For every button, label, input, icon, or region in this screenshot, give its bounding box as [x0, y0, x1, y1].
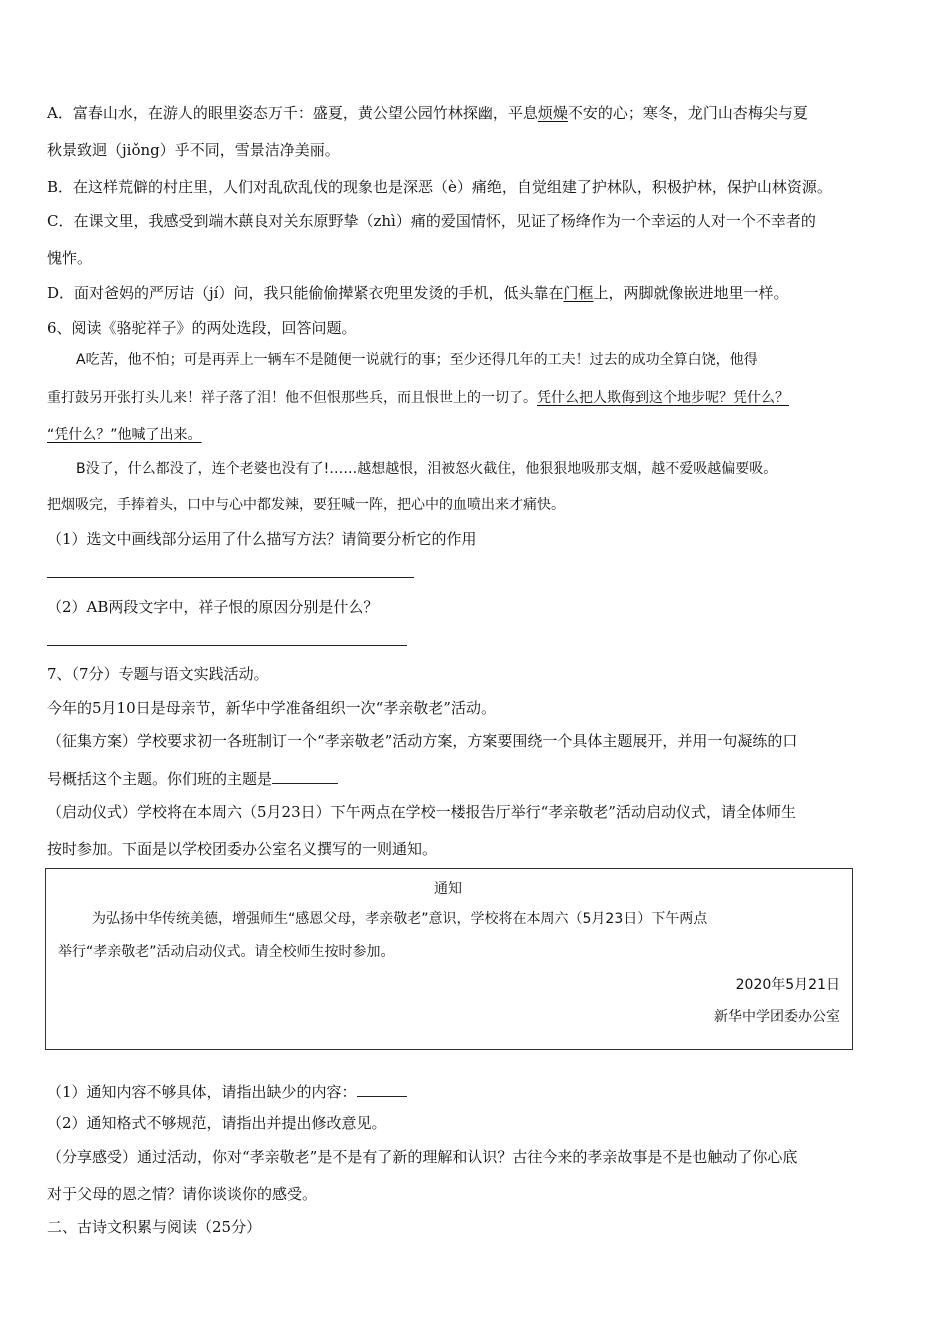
- q6-passage-b-line1: B没了，什么都没了，连个老婆也没有了!……越想越恨，泪被怒火截住，他狠狠地吸那支烟，越不爱吸越偏要吸。: [76, 461, 778, 477]
- q7-intro: 今年的5月10日是母亲节，新华中学准备组织一次“孝亲敬老”活动。: [47, 699, 496, 717]
- notice-sender: 新华中学团委办公室: [714, 1009, 840, 1025]
- notice-box: [45, 868, 853, 1050]
- q5-option-a-text1: A．富春山水，在游人的眼里姿态万千：盛夏，黄公望公园竹林探幽，平息: [47, 104, 538, 122]
- notice-body-line1: 为弘扬中华传统美德，增强师生“感恩父母，孝亲敬老”意识，学校将在本周六（5月23日）下午两点: [92, 911, 708, 927]
- q7-launch-line1: （启动仪式）学校将在本周六（5月23日）下午两点在学校一楼报告厅举行“孝亲敬老”活动启动仪式，请全体师生: [47, 803, 796, 821]
- q5-option-d-underlined: 门框: [563, 284, 594, 302]
- q7-subquestion-2: （2）通知格式不够规范，请指出并提出修改意见。: [47, 1114, 387, 1132]
- q5-option-b: B．在这样荒僻的村庄里，人们对乱砍乱伐的现象也是深恶（è）痛绝，自觉组建了护林队，积极护林，保护山林资源。: [47, 178, 832, 196]
- q6-passage-a-underlined: 凭什么把人欺侮到这个地步呢？凭什么？: [537, 390, 789, 406]
- q7-plan-line1: （征集方案）学校要求初一各班制订一个“孝亲敬老”活动方案，方案要围绕一个具体主题展开，并用一句凝练的口: [47, 732, 798, 750]
- q5-option-d: [47, 283, 789, 303]
- q6-passage-a-text: 重打鼓另开张打头儿来！祥子落了泪！他不但恨那些兵，而且恨世上的一切了。: [47, 390, 537, 406]
- q6-answer-line-1[interactable]: [47, 577, 414, 578]
- q5-option-a-line1: [47, 103, 808, 123]
- q7-plan-line2: [47, 768, 338, 789]
- q7-share-line2: 对于父母的恩之情？请你谈谈你的感受。: [47, 1185, 318, 1203]
- q7-theme-blank[interactable]: [272, 768, 338, 784]
- q7-share-line1: （分享感受）通过活动，你对“孝亲敬老”是不是有了新的理解和认识？古往今来的孝亲故事是不是也触动了你心底: [47, 1148, 798, 1166]
- q5-option-c-line2: 愧怍。: [47, 249, 93, 267]
- q7-missing-content-blank[interactable]: [357, 1081, 407, 1097]
- notice-body-line2: 举行“孝亲敬老”活动启动仪式。请全校师生按时参加。: [58, 944, 395, 960]
- q6-subquestion-1: （1）选文中画线部分运用了什么描写方法？请简要分析它的作用: [47, 530, 477, 548]
- q6-title: 6、阅读《骆驼祥子》的两处选段，回答问题。: [47, 319, 357, 337]
- notice-title: 通知: [434, 881, 462, 897]
- q6-passage-a-line1: A吃苦，他不怕；可是再弄上一辆车不是随便一说就行的事；至少还得几年的工夫！过去的成功全算白饶，他得: [76, 352, 758, 368]
- q5-option-d-text2: 上，两脚就像嵌进地里一样。: [593, 284, 789, 302]
- q5-option-a-underlined: 烦燥: [537, 104, 568, 122]
- q5-option-a-text2: 不安的心；寒冬，龙门山杏梅尖与夏: [567, 104, 808, 122]
- q7-launch-line2: 按时参加。下面是以学校团委办公室名义撰写的一则通知。: [47, 840, 438, 858]
- q5-option-c-line1: C．在课文里，我感受到端木蕻良对关东原野挚（zhì）痛的爱国情怀，见证了杨绛作为一个幸运的人对一个不幸者的: [47, 212, 816, 230]
- q7-subquestion-1: [47, 1081, 407, 1102]
- q6-passage-a-line2: [47, 388, 789, 408]
- q6-passage-b-line2: 把烟吸完，手捧着头，口中与心中都发辣，要狂喊一阵，把心中的血喷出来才痛快。: [47, 497, 565, 513]
- q6-passage-a-underlined-quote: “凭什么？”他喊了出来。: [47, 427, 202, 443]
- q5-option-d-text1: D．面对爸妈的严厉诘（jí）问，我只能偷偷撵紧衣兜里发烫的手机，低头靠在: [47, 284, 564, 302]
- q5-option-a-line2: 秋景致迥（jiǒng）乎不同，雪景洁净美丽。: [47, 141, 340, 159]
- q7-title: 7、（7分）专题与语文实践活动。: [47, 665, 269, 683]
- q6-passage-a-line3: [47, 425, 202, 445]
- q6-answer-line-2[interactable]: [47, 645, 407, 646]
- q7-subquestion-1-text: （1）通知内容不够具体，请指出缺少的内容：: [47, 1083, 357, 1101]
- q6-subquestion-2: （2）AB两段文字中，祥子恨的原因分别是什么？: [47, 598, 379, 616]
- notice-date: 2020年5月21日: [735, 977, 840, 993]
- section-2-heading: 二、古诗文积累与阅读（25分）: [47, 1218, 262, 1236]
- q7-plan-text: 号概括这个主题。你们班的主题是: [47, 770, 273, 788]
